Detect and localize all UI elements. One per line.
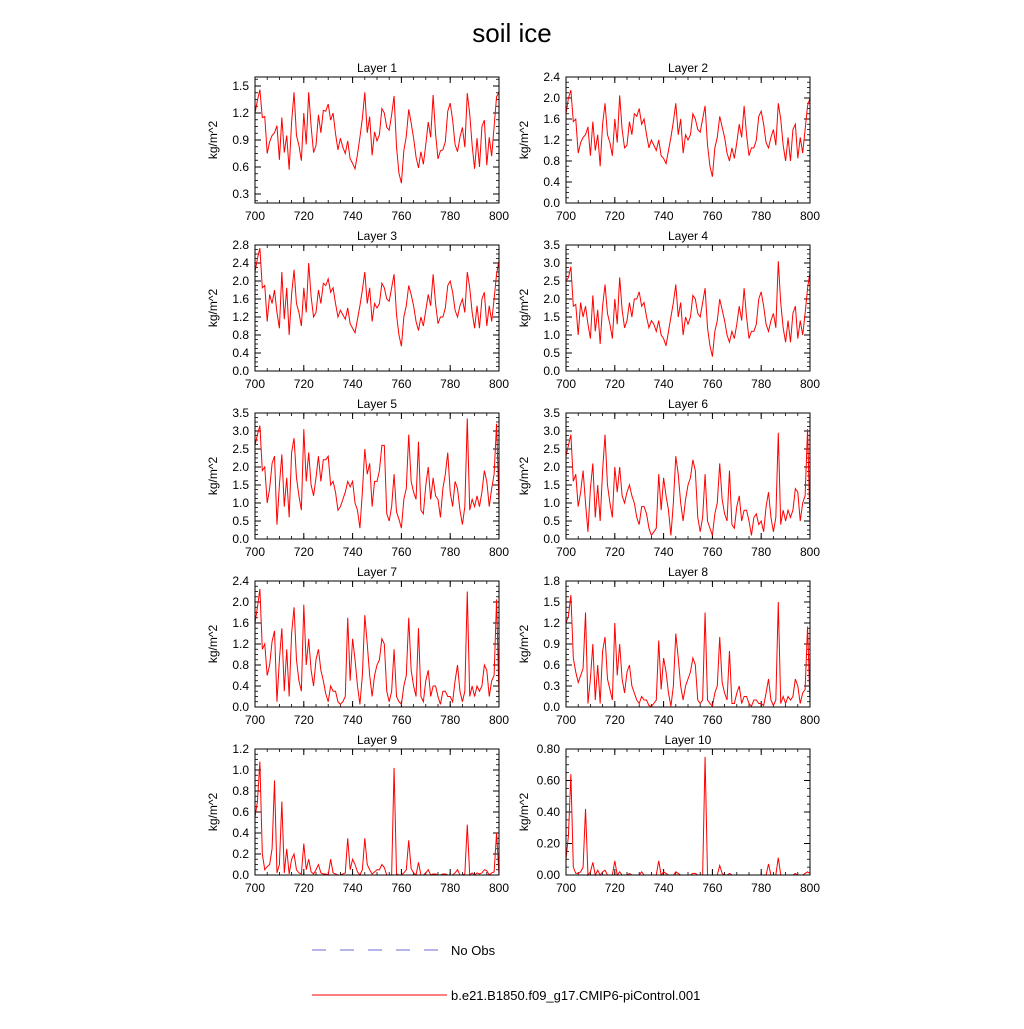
x-tick-label: 700 (244, 713, 266, 727)
x-tick-label: 780 (751, 713, 772, 727)
y-tick-label: 2.5 (543, 274, 560, 288)
panel-title: Layer 2 (667, 61, 709, 75)
x-tick-label: 740 (342, 545, 363, 559)
x-tick-label: 760 (702, 545, 723, 559)
panel-layer-5 (206, 397, 509, 559)
panel-layer-7 (206, 565, 509, 727)
y-tick-label: 0.6 (543, 658, 560, 672)
x-tick-label: 740 (653, 377, 674, 391)
y-tick-label: 0.5 (543, 346, 560, 360)
y-tick-label: 1.6 (543, 112, 560, 126)
panel-title: Layer 8 (667, 565, 709, 579)
series-line (255, 90, 499, 184)
y-axis-label: kg/m^2 (517, 120, 531, 160)
y-tick-label: 0.3 (232, 187, 249, 201)
x-tick-label: 760 (391, 377, 412, 391)
y-tick-label: 2.5 (232, 442, 249, 456)
x-tick-label: 760 (702, 713, 723, 727)
y-tick-label: 0.80 (536, 742, 560, 756)
legend (312, 943, 700, 1003)
x-tick-label: 800 (488, 377, 510, 391)
panel-layer-6 (517, 397, 820, 559)
x-tick-label: 780 (440, 545, 461, 559)
x-tick-label: 700 (555, 377, 577, 391)
panel-title: Layer 6 (667, 397, 709, 411)
x-tick-label: 700 (244, 209, 266, 223)
y-axis-label: kg/m^2 (206, 288, 220, 328)
y-tick-label: 2.0 (232, 595, 249, 609)
y-tick-label: 1.5 (232, 79, 249, 93)
y-axis-label: kg/m^2 (206, 624, 220, 664)
y-tick-label: 0.9 (232, 133, 249, 147)
panel-title: Layer 5 (356, 397, 398, 411)
y-tick-label: 1.2 (232, 310, 249, 324)
figure-title: soil ice (472, 18, 552, 48)
y-tick-label: 3.5 (543, 238, 560, 252)
y-axis-label: kg/m^2 (517, 792, 531, 832)
panel-title: Layer 3 (356, 229, 398, 243)
x-tick-label: 720 (293, 713, 314, 727)
y-tick-label: 0.6 (232, 805, 249, 819)
panel-layer-2 (517, 61, 820, 223)
x-tick-label: 800 (488, 545, 510, 559)
x-tick-label: 700 (244, 377, 266, 391)
y-tick-label: 1.5 (232, 478, 249, 492)
x-tick-label: 700 (555, 545, 577, 559)
y-tick-label: 2.0 (543, 292, 560, 306)
y-tick-label: 3.5 (232, 406, 249, 420)
y-tick-label: 2.5 (543, 442, 560, 456)
y-tick-label: 3.0 (232, 424, 249, 438)
y-tick-label: 1.5 (543, 310, 560, 324)
x-tick-label: 720 (293, 209, 314, 223)
panel-title: Layer 7 (356, 565, 398, 579)
panel-layer-10 (517, 733, 820, 895)
x-tick-label: 760 (391, 881, 412, 895)
y-tick-label: 0.8 (543, 154, 560, 168)
y-tick-label: 2.4 (232, 256, 249, 270)
y-tick-label: 0.00 (536, 868, 560, 882)
y-tick-label: 0.2 (232, 847, 249, 861)
y-axis-label: kg/m^2 (517, 456, 531, 496)
y-tick-label: 1.2 (543, 616, 560, 630)
y-tick-label: 0.4 (543, 175, 560, 189)
series-line (255, 762, 499, 875)
x-tick-label: 800 (799, 713, 821, 727)
x-tick-label: 760 (702, 881, 723, 895)
y-tick-label: 0.60 (536, 773, 560, 788)
y-tick-label: 2.4 (232, 574, 249, 588)
panel-title: Layer 1 (356, 61, 398, 75)
y-tick-label: 0.3 (543, 679, 560, 693)
y-tick-label: 1.6 (232, 616, 249, 630)
legend-obs-label: No Obs (451, 943, 496, 958)
y-tick-label: 3.0 (543, 424, 560, 438)
y-tick-label: 0.0 (543, 364, 560, 378)
panel-layer-9 (206, 733, 509, 895)
x-tick-label: 780 (440, 713, 461, 727)
x-tick-label: 700 (555, 209, 577, 223)
panel-title: Layer 10 (664, 733, 712, 747)
x-tick-label: 700 (244, 881, 266, 895)
y-tick-label: 1.0 (232, 496, 249, 510)
x-tick-label: 780 (440, 209, 461, 223)
y-tick-label: 1.0 (543, 328, 560, 342)
y-axis-label: kg/m^2 (206, 456, 220, 496)
y-tick-label: 1.0 (232, 763, 249, 777)
y-tick-label: 1.2 (232, 106, 249, 120)
x-tick-label: 740 (653, 881, 674, 895)
y-tick-label: 0.0 (232, 532, 249, 546)
x-tick-label: 740 (653, 713, 674, 727)
y-tick-label: 1.5 (543, 478, 560, 492)
y-tick-label: 1.2 (232, 742, 249, 756)
x-tick-label: 760 (702, 377, 723, 391)
x-tick-label: 760 (391, 545, 412, 559)
x-tick-label: 800 (799, 545, 821, 559)
y-tick-label: 0.0 (543, 196, 560, 210)
x-tick-label: 720 (604, 545, 625, 559)
x-tick-label: 800 (799, 377, 821, 391)
series-line (566, 757, 810, 875)
legend-model-label: b.e21.B1850.f09_g17.CMIP6-piControl.001 (451, 988, 701, 1003)
panel-title: Layer 9 (356, 733, 398, 747)
x-tick-label: 720 (293, 545, 314, 559)
series-line (255, 418, 499, 528)
y-axis-label: kg/m^2 (206, 120, 220, 160)
plot-frame (255, 749, 499, 875)
y-tick-label: 0.4 (232, 826, 249, 840)
series-line (566, 261, 810, 356)
y-tick-label: 0.0 (543, 700, 560, 714)
y-tick-label: 0.8 (232, 784, 249, 798)
y-tick-label: 0.4 (232, 679, 249, 693)
x-tick-label: 780 (440, 881, 461, 895)
y-tick-label: 3.5 (543, 406, 560, 420)
x-tick-label: 800 (488, 881, 510, 895)
y-tick-label: 2.0 (543, 460, 560, 474)
x-tick-label: 740 (342, 713, 363, 727)
x-tick-label: 740 (342, 881, 363, 895)
x-tick-label: 780 (751, 377, 772, 391)
x-tick-label: 740 (653, 545, 674, 559)
y-tick-label: 1.0 (543, 496, 560, 510)
y-tick-label: 1.6 (232, 292, 249, 306)
y-axis-label: kg/m^2 (517, 288, 531, 328)
panel-layer-8 (517, 565, 820, 727)
x-tick-label: 720 (604, 377, 625, 391)
panel-title: Layer 4 (667, 229, 709, 243)
x-tick-label: 720 (604, 209, 625, 223)
series-line (566, 429, 810, 535)
x-tick-label: 700 (555, 713, 577, 727)
y-tick-label: 0.5 (543, 514, 560, 528)
x-tick-label: 800 (488, 713, 510, 727)
x-tick-label: 720 (604, 881, 625, 895)
y-tick-label: 0.0 (543, 532, 560, 546)
x-tick-label: 740 (342, 377, 363, 391)
y-tick-label: 2.8 (232, 238, 249, 252)
x-tick-label: 780 (751, 545, 772, 559)
y-tick-label: 0.4 (232, 346, 249, 360)
x-tick-label: 760 (702, 209, 723, 223)
y-tick-label: 0.5 (232, 514, 249, 528)
x-tick-label: 740 (342, 209, 363, 223)
x-tick-label: 720 (293, 377, 314, 391)
x-tick-label: 720 (293, 881, 314, 895)
y-tick-label: 2.0 (232, 274, 249, 288)
panel-layer-1 (206, 61, 509, 223)
y-tick-label: 0.0 (232, 364, 249, 378)
panels (206, 61, 820, 895)
y-axis-label: kg/m^2 (517, 624, 531, 664)
x-tick-label: 760 (391, 713, 412, 727)
y-tick-label: 1.2 (232, 637, 249, 651)
x-tick-label: 800 (799, 881, 821, 895)
series-line (566, 595, 810, 706)
plot-frame (566, 749, 810, 875)
y-tick-label: 0.0 (232, 700, 249, 714)
x-tick-label: 780 (751, 881, 772, 895)
y-axis-label: kg/m^2 (206, 792, 220, 832)
y-tick-label: 0.6 (232, 160, 249, 174)
series-line (255, 589, 499, 705)
y-tick-label: 0.40 (536, 805, 560, 819)
plot-frame (255, 413, 499, 539)
panel-layer-4 (517, 229, 820, 391)
y-tick-label: 0.0 (232, 868, 249, 882)
x-tick-label: 800 (799, 209, 821, 223)
y-tick-label: 2.0 (543, 91, 560, 105)
y-tick-label: 0.9 (543, 637, 560, 651)
plot-frame (566, 581, 810, 707)
y-tick-label: 1.2 (543, 133, 560, 147)
y-tick-label: 1.8 (543, 574, 560, 588)
y-tick-label: 0.8 (232, 328, 249, 342)
x-tick-label: 780 (751, 209, 772, 223)
panel-layer-3 (206, 229, 509, 391)
x-tick-label: 760 (391, 209, 412, 223)
y-tick-label: 3.0 (543, 256, 560, 270)
x-tick-label: 700 (555, 881, 577, 895)
series-line (566, 90, 810, 177)
y-tick-label: 0.20 (536, 836, 560, 851)
y-tick-label: 2.0 (232, 460, 249, 474)
y-tick-label: 0.8 (232, 658, 249, 672)
x-tick-label: 800 (488, 209, 510, 223)
x-tick-label: 700 (244, 545, 266, 559)
x-tick-label: 740 (653, 209, 674, 223)
x-tick-label: 780 (440, 377, 461, 391)
x-tick-label: 720 (604, 713, 625, 727)
series-line (255, 248, 499, 346)
y-tick-label: 1.5 (543, 595, 560, 609)
y-tick-label: 2.4 (543, 70, 560, 84)
